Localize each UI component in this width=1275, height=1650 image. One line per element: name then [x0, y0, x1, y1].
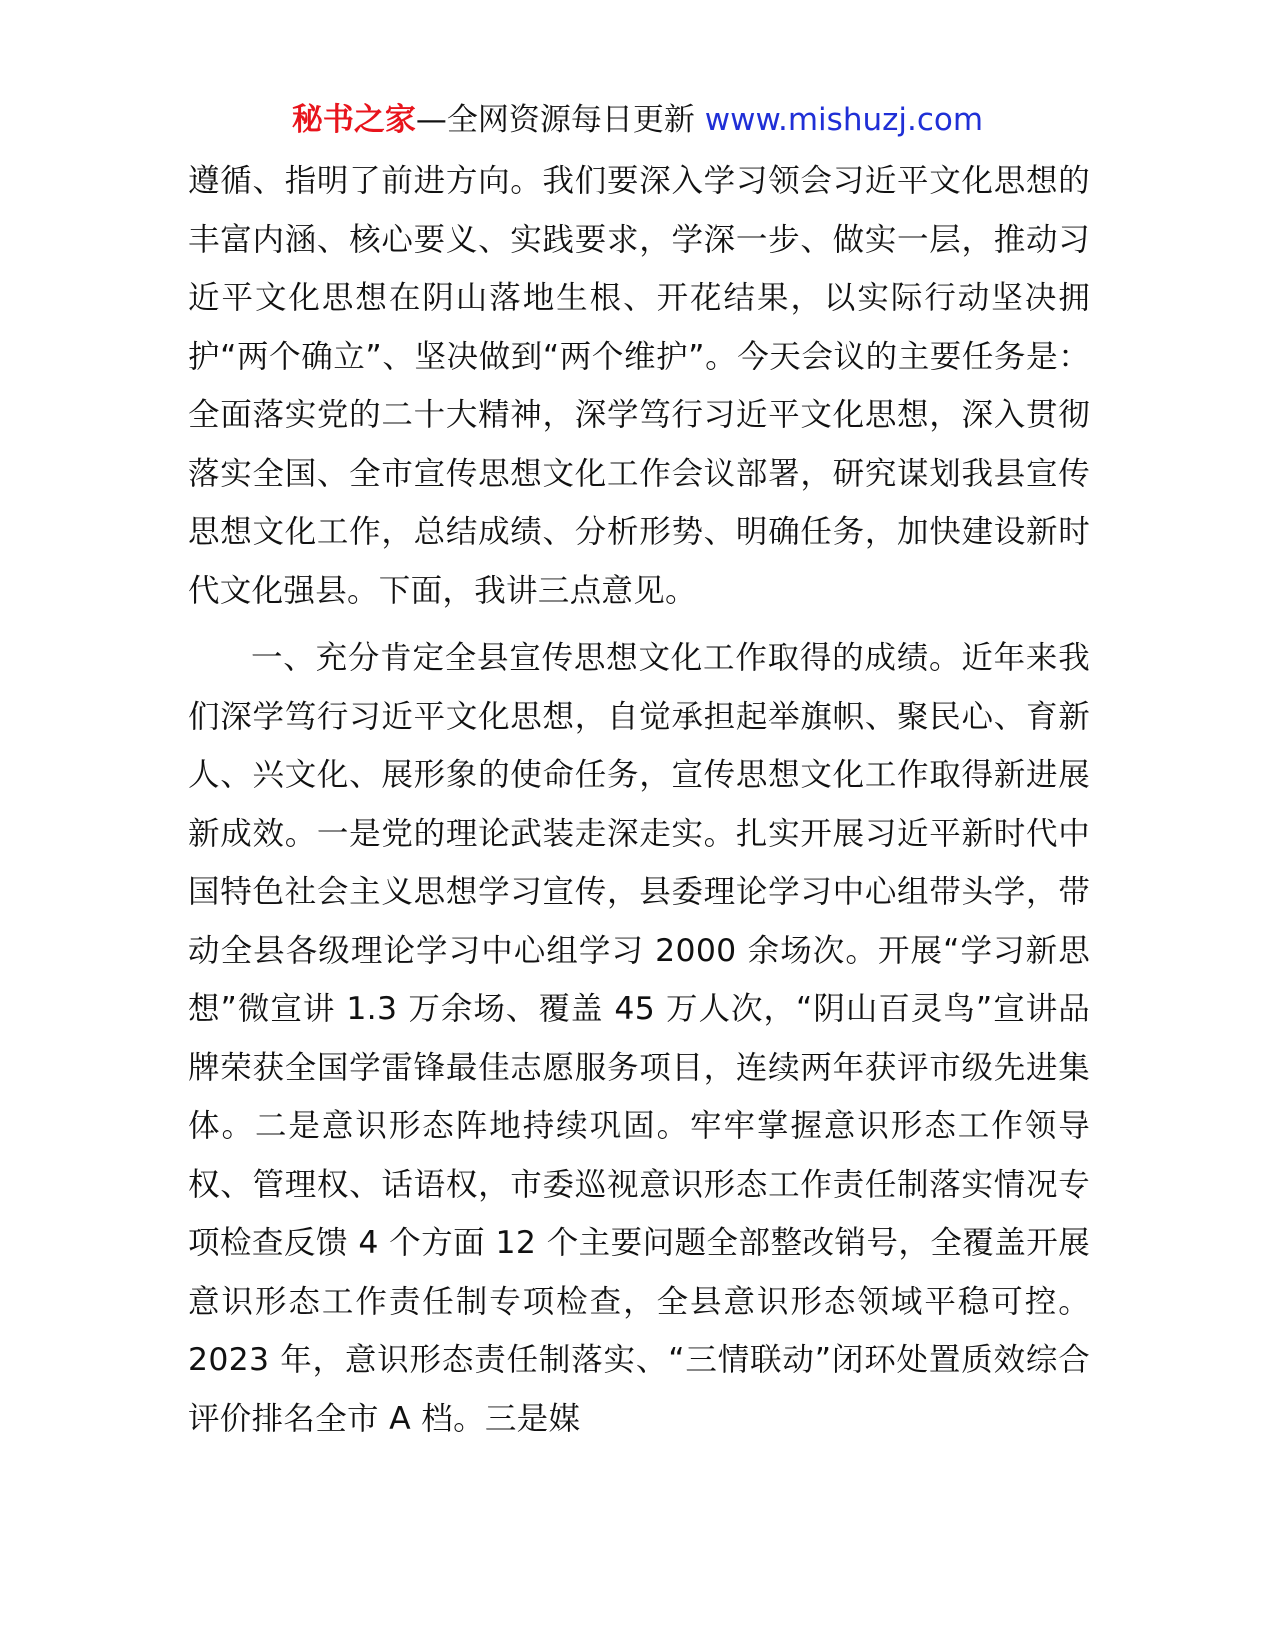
document-body [188, 152, 1090, 1448]
paragraph-continued: 遵循、指明了前进方向。我们要深入学习领会习近平文化思想的丰富内涵、核心要义、实践要求，学深一步、做实一层，推动习近平文化思想在阴山落地生根、开花结果，以实际行动坚决拥护“两个确立”、坚决做到“两个维护”。今天会议的主要任务是：全面落实党的二十大精神，深学笃行习近平文化思想，深入贯彻落实全国、全市宣传思想文化工作会议部署，研究谋划我县宣传思想文化工作，总结成绩、分析形势、明确任务，加快建设新时代文化强县。下面，我讲三点意见。 [188, 163, 1090, 609]
page-header [0, 98, 1275, 142]
site-tagline: —全网资源每日更新 [415, 102, 705, 138]
paragraph-section-one: 一、充分肯定全县宣传思想文化工作取得的成绩。近年来我们深学笃行习近平文化思想，自觉承担起举旗帜、聚民心、育新人、兴文化、展形象的使命任务，宣传思想文化工作取得新进展新成效。一是党的理论武装走深走实。扎实开展习近平新时代中国特色社会主义思想学习宣传，县委理论学习中心组带头学，带动全县各级理论学习中心组学习 2000 余场次。开展“学习新思想”微宣讲 1.3 万余场、覆盖 45 万人次，“阴山百灵鸟”宣讲品牌荣获全国学雷锋最佳志愿服务项目，连续两年获评市级先进集体。二是意识形态阵地持续巩固。牢牢掌握意识形态工作领导权、管理权、话语权，市委巡视意识形态工作责任制落实情况专项检查反馈 4 个方面 12 个主要问题全部整改销号，全覆盖开展意识形态工作责任制专项检查，全县意识形态领域平稳可控。2023 年，意识形态责任制落实、“三情联动”闭环处置质效综合评价排名全市 A 档。三是媒 [188, 640, 1090, 1437]
site-brand: 秘书之家 [291, 102, 416, 138]
site-url-link[interactable]: www.mishuzj.com [704, 102, 984, 138]
